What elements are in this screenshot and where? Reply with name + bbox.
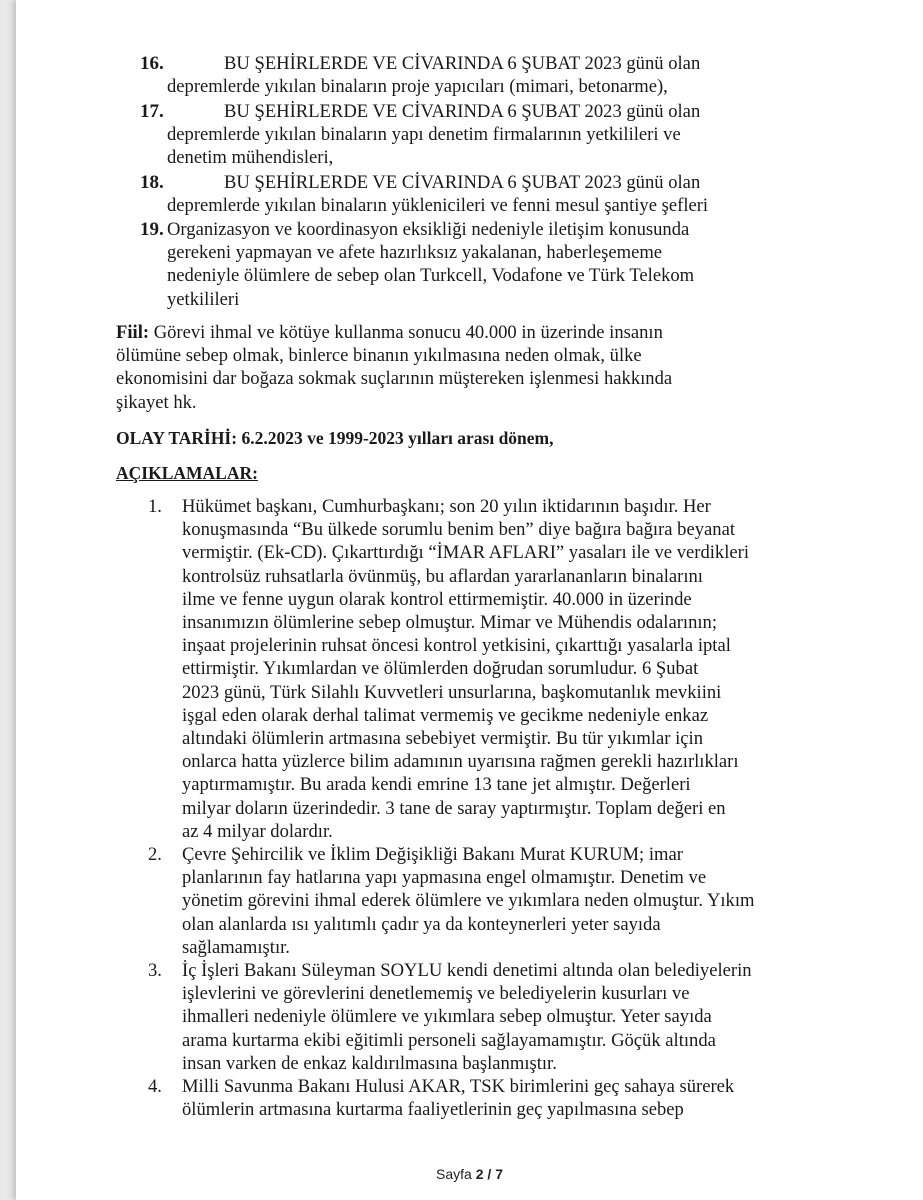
fiil-text: Görevi ihmal ve kötüye kullanma sonucu 40.000 in üzerinde insanın: [149, 322, 663, 343]
item-line: BU ŞEHİRLERDE VE CİVARINDA 6 ŞUBAT 2023 günü olan: [224, 172, 701, 193]
aciklama-line: yaptırmamıştır. Bu arada kendi emrine 13 tane jet almıştır. Değerleri: [182, 774, 691, 796]
fiil-line: ekonomisini dar boğaza sokmak suçlarının müştereken işlenmesi hakkında: [116, 368, 673, 390]
numbered-item-18: [140, 171, 830, 217]
item-line: BU ŞEHİRLERDE VE CİVARINDA 6 ŞUBAT 2023 günü olan: [224, 53, 701, 74]
numbered-item-19: [140, 218, 830, 311]
numbered-item-17: [140, 100, 830, 170]
item-line: nedeniyle ölümlere de sebep olan Turkcell, Vodafone ve Türk Telekom: [167, 265, 695, 287]
page-number-footer: [16, 1163, 923, 1186]
fiil-paragraph: [116, 321, 836, 414]
aciklama-line: işlevlerini ve görevlerini denetlememiş ve belediyelerin kusurları ve: [182, 983, 690, 1005]
aciklama-line: yönetim görevini ihmal ederek ölümlere ve yıkımlara neden olmuştur. Yıkım: [182, 890, 755, 912]
aciklama-line: kontrolsüz ruhsatlarla övünmüş, bu aflardan yararlananların binalarını: [182, 565, 703, 587]
document-page: [16, 0, 923, 1200]
aciklama-line: inşaat projelerinin ruhsat öncesi kontrol yetkisini, çıkarttığı yasalarla iptal: [182, 635, 731, 657]
numbered-item-16: [140, 52, 830, 98]
aciklama-line: 2023 günü, Türk Silahlı Kuvvetleri unsurlarına, başkomutanlık mevkiini: [182, 681, 722, 703]
aciklama-item-4: [148, 1075, 868, 1121]
aciklama-line: planlarının fay hatlarına yapı yapmasına engel olmamıştır. Denetim ve: [182, 867, 707, 889]
item-number: 16.: [140, 53, 164, 74]
item-line: depremlerde yıkılan binaların yapı denetim firmalarının yetkilileri ve: [167, 124, 681, 146]
aciklama-line: olan alanlarda ısı yalıtımlı çadır ya da konteynerleri yeter sayıda: [182, 913, 661, 935]
aciklama-line: ihmalleri nedeniyle ölümlere ve yıkımlara sebep olmuştur. Yeter sayıda: [182, 1006, 712, 1028]
aciklama-line: işgal eden olarak derhal talimat vermemiş ve gecikme nedeniyle enkaz: [182, 704, 709, 726]
aciklama-number: 1.: [148, 496, 162, 517]
item-line: depremlerde yıkılan binaların yüklenicileri ve fenni mesul şantiye şefleri: [167, 195, 709, 217]
aciklama-line: onlarca hatta yüzlerce bilim adamının uyarısına rağmen gerekli hazırlıkları: [182, 751, 739, 773]
item-number: 19.: [140, 219, 164, 240]
aciklama-line: altındaki ölümlerin artmasına sebebiyet vermiştir. Bu tür yıkımlar için: [182, 728, 704, 750]
fiil-line: ölümüne sebep olmak, binlerce binanın yıkılmasına neden olmak, ülke: [116, 345, 642, 367]
aciklama-item-3: [148, 959, 868, 1075]
aciklama-line: insanımızın ölümlerine sebep olmuştur. Mimar ve Mühendis odalarının;: [182, 612, 717, 634]
aciklamalar-heading: AÇIKLAMALAR:: [116, 463, 258, 483]
item-number: 18.: [140, 172, 164, 193]
aciklama-line: milyar doların üzerindedir. 3 tane de saray yaptırmıştır. Toplam değeri en: [182, 797, 726, 819]
aciklama-line: konuşmasında “Bu ülkede sorumlu benim ben” diye bağıra bağıra beyanat: [182, 519, 736, 541]
fiil-label: Fiil:: [116, 322, 150, 343]
footer-total-pages: 7: [495, 1166, 503, 1182]
aciklama-line: Hükümet başkanı, Cumhurbaşkanı; son 20 yılın iktidarının başıdır. Her: [182, 496, 711, 517]
aciklama-item-2: [148, 843, 868, 959]
aciklama-line: Milli Savunma Bakanı Hulusi AKAR, TSK birimlerini geç sahaya sürerek: [182, 1076, 735, 1097]
aciklama-line: ölümlerin artmasına kurtarma faaliyetlerinin geç yapılmasına sebep: [182, 1099, 684, 1121]
item-line: depremlerde yıkılan binaların proje yapıcıları (mimari, betonarme),: [167, 76, 668, 98]
aciklama-line: ilme ve fenne uygun olarak kontrol ettirmemiştir. 40.000 in üzerinde: [182, 588, 692, 610]
footer-separator: /: [483, 1166, 496, 1182]
item-number: 17.: [140, 101, 164, 122]
aciklama-line: insan varken de enkaz kaldırılmasına başlanmıştır.: [182, 1052, 557, 1074]
fiil-line: şikayet hk.: [116, 391, 197, 413]
aciklama-line: az 4 milyar dolardır.: [182, 820, 333, 842]
footer-prefix: Sayfa: [436, 1166, 476, 1182]
aciklama-number: 4.: [148, 1076, 162, 1097]
aciklama-number: 3.: [148, 960, 162, 981]
item-line: Organizasyon ve koordinasyon eksikliği nedeniyle iletişim konusunda: [167, 219, 690, 240]
aciklama-line: arama kurtarma ekibi eğitimli personeli sağlayamamıştır. Göçük altında: [182, 1029, 716, 1051]
aciklama-line: İç İşleri Bakanı Süleyman SOYLU kendi denetimi altında olan belediyelerin: [182, 960, 752, 981]
aciklama-line: ettirmiştir. Yıkımlardan ve ölümlerden doğrudan sorumludur. 6 Şubat: [182, 658, 699, 680]
aciklama-number: 2.: [148, 844, 162, 865]
item-line: denetim mühendisleri,: [167, 147, 334, 169]
fiil-line: [116, 321, 836, 344]
aciklama-line: vermiştir. (Ek-CD). Çıkarttırdığı “İMAR AFLARI” yasaları ile ve verdikleri: [182, 542, 749, 564]
item-line: yetkilileri: [167, 288, 240, 310]
olay-tarihi: OLAY TARİHİ: 6.2.2023 ve 1999-2023 yılları arası dönem,: [116, 428, 554, 448]
footer-current-page: 2: [475, 1166, 484, 1182]
item-line: gerekeni yapmayan ve afete hazırlıksız yakalanan, haberleşememe: [167, 242, 663, 264]
aciklama-line: sağlamamıştır.: [182, 936, 290, 958]
aciklama-line: Çevre Şehircilik ve İklim Değişikliği Bakanı Murat KURUM; imar: [182, 844, 683, 865]
aciklama-item-1: [148, 495, 868, 843]
item-line: BU ŞEHİRLERDE VE CİVARINDA 6 ŞUBAT 2023 günü olan: [224, 101, 701, 122]
